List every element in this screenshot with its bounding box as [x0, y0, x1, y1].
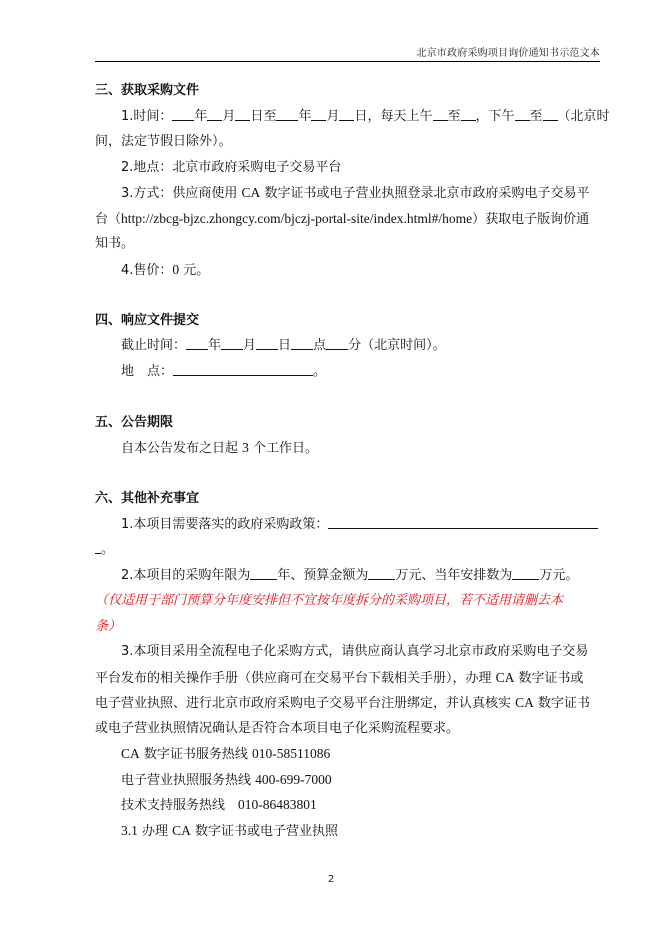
submission-place-line [95, 359, 600, 385]
section-heading-obtain-documents: 三、获取采购文件 [95, 83, 200, 98]
blank-field [276, 108, 298, 121]
page-number: 2 [327, 874, 335, 885]
blank-field [172, 108, 194, 121]
policy-label: 1.本项目需要落实的政府采购政策： [121, 516, 329, 532]
deadline-line [95, 333, 600, 359]
method-text: ）获取电子版询价通 [472, 211, 590, 227]
budget-text: 万元。 [539, 567, 579, 583]
obtain-time-prefix: 1.时间： [121, 108, 173, 124]
ca-text: CA [515, 695, 534, 710]
period-text: 个工作日。 [248, 441, 319, 456]
blank-field [543, 108, 558, 121]
page-header [95, 44, 600, 62]
electronic-procurement-line1: 3.本项目采用全流程电子化采购方式，请供应商认真学习北京市政府采购电子交易 [121, 644, 589, 659]
blank-field [339, 108, 354, 121]
hotline-business-license [95, 767, 600, 793]
policy-line [95, 512, 600, 538]
blank-field [291, 337, 313, 350]
obtain-method-line1 [95, 180, 600, 206]
section-heading-response-submission: 四、响应文件提交 [95, 312, 200, 328]
note-line1: （仅适用于部门预算分年度安排但不宜按年度拆分的采购项目，若不适用请删去本 [95, 593, 564, 608]
obtain-method-line2 [95, 206, 600, 232]
place-label: 地 点： [121, 363, 174, 379]
label-minute: 分（北京时间）。 [348, 338, 446, 353]
label-hour: 点 [313, 338, 327, 353]
method-text: 台（ [95, 211, 122, 227]
blank-field [461, 108, 476, 121]
electronic-procurement-line3 [95, 690, 600, 716]
period-text: 自本公告发布之日起 [121, 441, 243, 456]
label-beijing-time: （北京时 [557, 108, 610, 124]
section-heading-other-matters: 六、其他补充事宜 [95, 491, 200, 506]
label-day-to: 日至 [250, 108, 277, 124]
header-title: 北京市政府采购项目询价通知书示范文本 [416, 48, 600, 59]
ca-text: CA [172, 822, 191, 838]
blank-field [512, 567, 539, 580]
label-day-morning: 日，每天上午 [354, 108, 433, 124]
label-year: 年 [298, 108, 312, 124]
label-month: 月 [326, 108, 340, 124]
blank-field [235, 108, 250, 121]
hotline-number: 010-58511086 [252, 746, 331, 761]
budget-line [95, 563, 600, 589]
subsection-number: 3.1 [121, 822, 138, 838]
label-month: 月 [222, 108, 236, 124]
hotline-prefix: CA [121, 746, 140, 761]
procurement-text: 平台发布的相关操作手册（供应商可在交易平台下载相关手册），办理 [95, 670, 496, 686]
procurement-text: 数字证书 [533, 696, 591, 711]
blank-field [368, 567, 395, 580]
subsection-text: 数字证书或电子营业执照 [190, 823, 339, 839]
period-mark: 。 [313, 363, 327, 379]
label-to: 至 [529, 108, 543, 124]
subsection-3-1 [95, 818, 600, 844]
budget-text: 万元、当年安排数为 [395, 567, 513, 583]
electronic-procurement-line4: 或电子营业执照情况确认是否符合本项目电子化采购流程要求。 [95, 720, 460, 736]
hotline-label: 电子营业执照服务热线 [121, 772, 256, 788]
hotline-tech-support [95, 792, 600, 818]
price-value: 0 [172, 261, 180, 277]
electronic-procurement-line2 [95, 665, 600, 691]
price-unit: 元。 [179, 262, 210, 278]
hotline-number: 400-699-7000 [255, 771, 332, 787]
note-line2: 条） [95, 618, 122, 634]
procurement-text: 电子营业执照、进行北京市政府采购电子交易平台注册绑定，并认真核实 [95, 696, 516, 711]
budget-text: 年、预算金额为 [277, 567, 369, 583]
price-label: 4.售价： [121, 262, 173, 278]
budget-text: 2.本项目的采购年限为 [121, 567, 251, 583]
section-heading-announcement-period: 五、公告期限 [95, 414, 174, 430]
spacer [95, 461, 600, 487]
blank-field [221, 337, 243, 350]
announcement-period-line [95, 435, 600, 461]
blank-field [250, 567, 277, 580]
procurement-text: 数字证书或 [514, 670, 584, 686]
deadline-label: 截止时间： [121, 338, 187, 353]
page-content [95, 78, 610, 843]
ca-text: CA [241, 185, 261, 200]
obtain-place-line: 2.地点：北京市政府采购电子交易平台 [121, 159, 342, 175]
blank-field [186, 337, 208, 350]
obtain-method-line3: 知书。 [95, 236, 135, 251]
method-text: 3.方式：供应商使用 [121, 186, 242, 201]
obtain-price-line [95, 257, 600, 283]
label-day: 日 [278, 338, 292, 353]
hotline-label: 技术支持服务热线 [121, 798, 239, 813]
blank-field [326, 337, 348, 350]
obtain-time-line2: 间，法定节假日除外）。 [95, 134, 232, 149]
label-year: 年 [194, 108, 208, 124]
blank-field [207, 108, 222, 121]
blank-field [311, 108, 326, 121]
blank-field [328, 516, 598, 529]
label-to: 至 [447, 108, 461, 124]
blank-field [433, 108, 448, 121]
label-afternoon: ，下午 [475, 108, 515, 124]
blank-field [173, 363, 313, 376]
hotline-ca [95, 741, 600, 767]
period-days: 3 [242, 440, 249, 455]
label-month: 月 [243, 338, 257, 353]
policy-line-end [95, 537, 600, 563]
label-year: 年 [208, 338, 222, 353]
period-mark: 。 [101, 542, 115, 557]
method-text: 数字证书或电子营业执照登录北京市政府采购电子交易平 [260, 186, 590, 201]
blank-field [515, 108, 530, 121]
ca-text: CA [495, 669, 515, 685]
subsection-text: 办理 [137, 823, 173, 839]
spacer [95, 384, 600, 410]
spacer [95, 282, 600, 308]
obtain-time-line [95, 104, 610, 130]
blank-field [256, 337, 278, 350]
hotline-label: 数字证书服务热线 [139, 747, 253, 762]
platform-url: http://zbcg-bjzc.zhongcy.com/bjczj-portal-site/index.html#/home [121, 210, 473, 226]
hotline-number: 010-86483801 [238, 797, 317, 812]
